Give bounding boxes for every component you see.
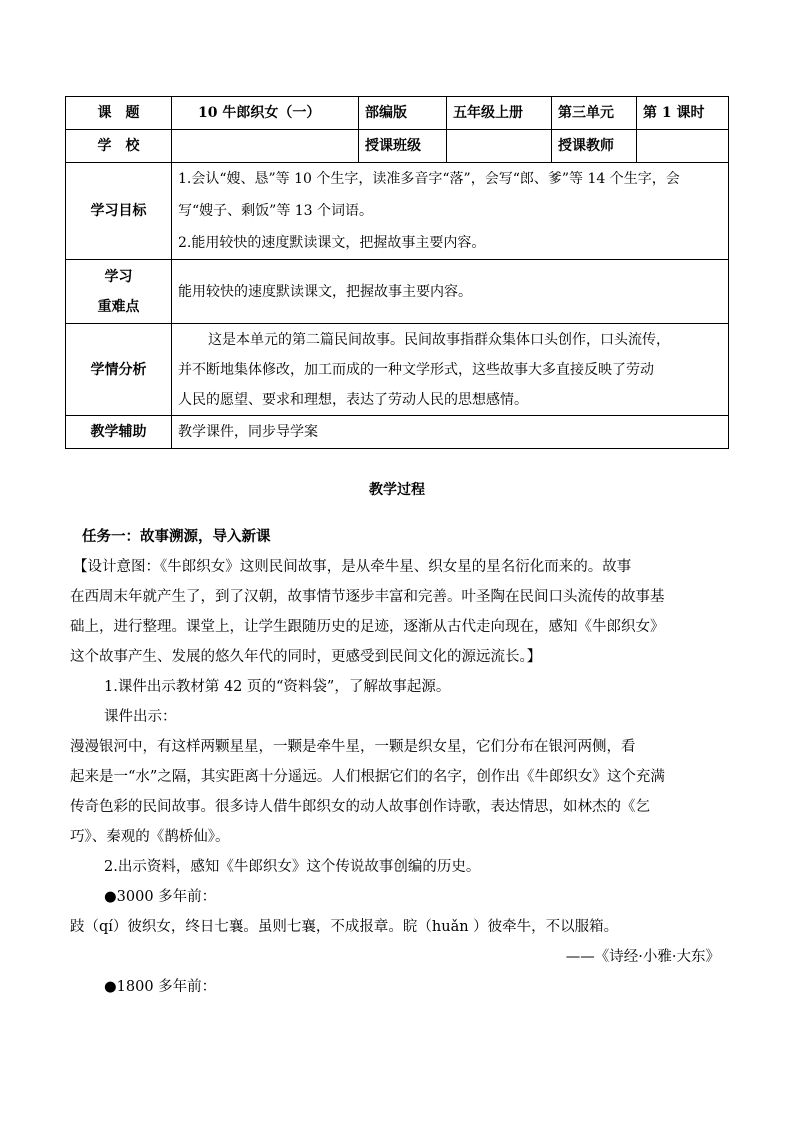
courseware-line-4: 巧》、秦观的《鹊桥仙》。 [70,829,230,845]
table-row-analysis [66,324,729,416]
period-value: 第 1 课时 [637,97,729,130]
courseware-line-1: 漫漫银河中，有这样两颗星星，一颗是牵牛星，一颗是织女星，它们分布在银河两侧，看 [70,739,636,755]
label-keypoints [66,260,172,324]
courseware-label: 课件出示： [104,709,177,725]
task1-title: 任务一：故事溯源，导入新课 [82,528,271,545]
design-line-4: 这个故事产生、发展的悠久年代的同时，更感受到民间文化的源远流长。】 [70,649,542,665]
grade-value: 五年级上册 [447,97,552,130]
courseware-line-2: 起来是一“水”之隔，其实距离十分遥远。人们根据它们的名字，创作出《牛郎织女》这个充满 [70,769,665,785]
label-aids: 教学辅助 [66,416,172,449]
label-topic: 课 题 [66,97,172,130]
label-teacher: 授课教师 [552,130,637,163]
class-value [447,130,552,163]
section-title: 教学过程 [369,482,425,498]
label-class: 授课班级 [359,130,447,163]
label-objectives: 学习目标 [66,163,172,260]
task1-body [70,522,738,1002]
analysis-line-3: 人民的愿望、要求和理想，表达了劳动人民的思想感情。 [178,391,528,408]
label-analysis: 学情分析 [66,324,172,416]
analysis-line-1: 这是本单元的第二篇民间故事。民间故事指群众集体口头创作，口头流传， [208,331,670,348]
bullet-3000-years: ●3000 多年前： [104,889,217,905]
design-line-1: 【设计意图：《牛郎织女》这则民间故事，是从牵牛星、织女星的星名衍化而来的。故事 [73,559,632,575]
aids-content: 教学课件，同步导学案 [172,416,729,449]
table-row-topic [66,97,729,130]
courseware-line-3: 传奇色彩的民间故事。很多诗人借牛郎织女的动人故事创作诗歌，表达情思，如林杰的《乞 [70,799,650,815]
bullet-1800-years: ●1800 多年前： [104,979,217,995]
table-row-school [66,130,729,163]
table-row-keypoints [66,260,729,324]
school-value [172,130,359,163]
design-line-3: 础上，进行整理。课堂上，让学生跟随历史的足迹，逐渐从古代走向现在，感知《牛郎织女》 [70,619,665,635]
edition-value: 部编版 [359,97,447,130]
topic-value: 10 牛郎织女（一） [172,97,359,130]
teacher-value [637,130,729,163]
table-row-aids [66,416,729,449]
analysis-content [172,324,729,416]
analysis-line-2: 并不断地集体修改，加工而成的一种文学形式，这些故事大多直接反映了劳动 [178,361,654,378]
keypoints-content: 能用较快的速度默读课文，把握故事主要内容。 [172,260,729,324]
design-line-2: 在西周末年就产生了，到了汉朝，故事情节逐步丰富和完善。叶圣陶在民间口头流传的故事基 [70,589,665,605]
label-keypoints-line-2: 重难点 [97,298,140,315]
table-row-objectives [66,163,729,260]
step-1: 1.课件出示教材第 42 页的“资料袋”，了解故事起源。 [104,679,451,695]
step-2: 2.出示资料，感知《牛郎织女》这个传说故事创编的历史。 [104,859,481,875]
objectives-line-2: 写“嫂子、剩饭”等 13 个词语。 [178,203,374,219]
objectives-line-3: 2.能用较快的速度默读课文，把握故事主要内容。 [178,235,486,251]
poem-source: ——《诗经·小雅·大东》 [565,949,720,965]
label-keypoints-line-1: 学习 [104,268,133,285]
objectives-line-1: 1.会认“嫂、恳”等 10 个生字，读准多音字“落”，会写“郎、爹”等 14 个生字，会 [178,171,680,187]
unit-value: 第三单元 [552,97,637,130]
lesson-info-table [65,96,729,449]
objectives-content [172,163,729,260]
label-school: 学 校 [66,130,172,163]
poem-text: 跂（qí）彼织女，终日七襄。虽则七襄，不成报章。睆（huǎn ）彼牵牛，不以服箱。 [70,919,619,935]
